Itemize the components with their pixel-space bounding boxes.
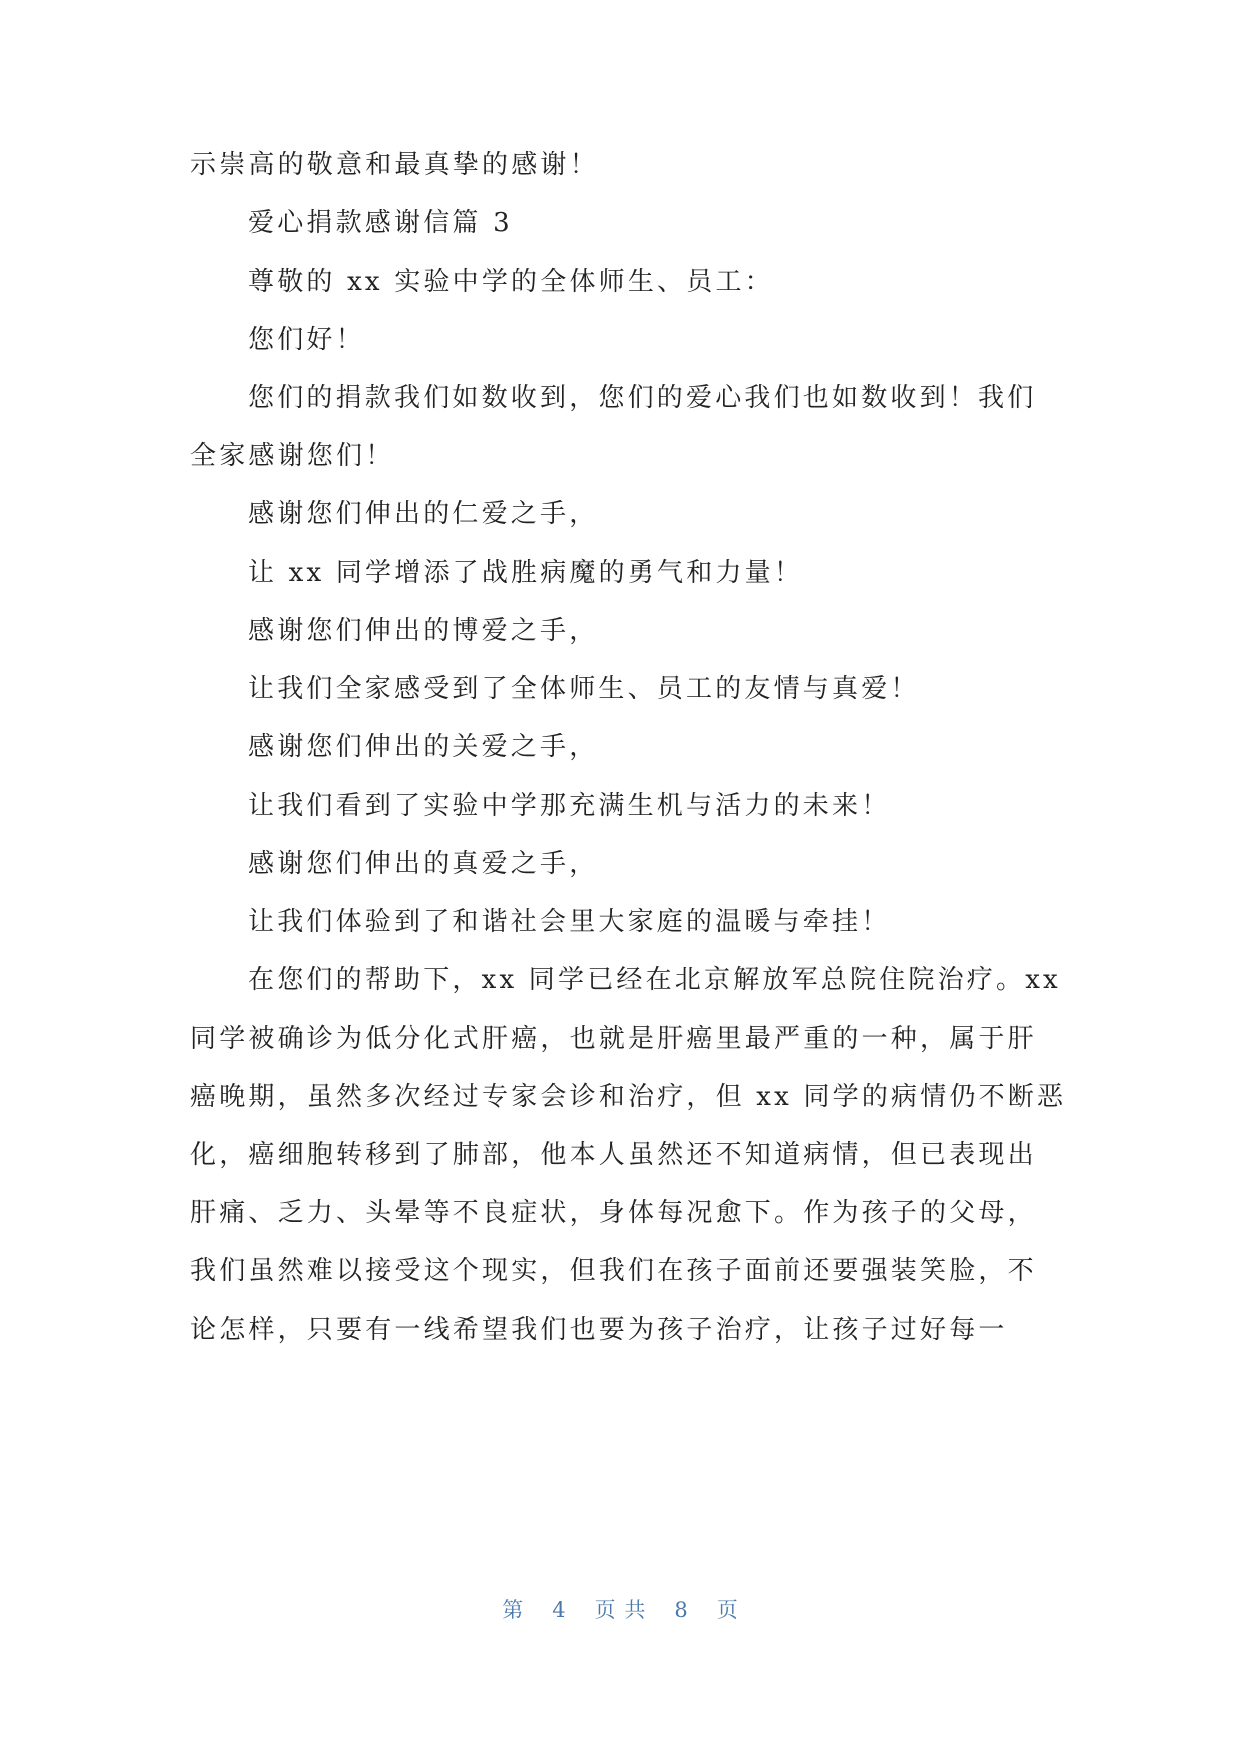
text-line: 感谢您们伸出的博爱之手， [248, 616, 599, 646]
text-line: 让我们体验到了和谐社会里大家庭的温暖与牵挂！ [248, 907, 891, 937]
text-line: 肝痛、乏力、头晕等不良症状，身体每况愈下。作为孩子的父母， [190, 1198, 1037, 1228]
page-number-footer [0, 1596, 1241, 1624]
footer-middle: 页 共 [594, 1598, 647, 1622]
text-line: 感谢您们伸出的仁爱之手， [248, 499, 599, 529]
text-line: 论怎样，只要有一线希望我们也要为孩子治疗，让孩子过好每一 [190, 1315, 1008, 1345]
section-heading: 爱心捐款感谢信篇 3 [248, 208, 513, 238]
text-line: 同学被确诊为低分化式肝癌，也就是肝癌里最严重的一种，属于肝 [190, 1024, 1037, 1054]
greeting: 您们好！ [248, 325, 365, 355]
text-line: 让我们全家感受到了全体师生、员工的友情与真爱！ [248, 674, 920, 704]
text-line: 示崇高的敬意和最真挚的感谢！ [190, 150, 599, 180]
text-line: 癌晚期，虽然多次经过专家会诊和治疗，但 xx 同学的病情仍不断恶 [190, 1082, 1067, 1112]
text-line: 让 xx 同学增添了战胜病魔的勇气和力量！ [248, 558, 804, 588]
text-line: 您们的捐款我们如数收到，您们的爱心我们也如数收到！我们 [248, 383, 1037, 413]
text-line: 全家感谢您们！ [190, 441, 395, 471]
footer-current-page: 4 [552, 1598, 567, 1622]
text-line: 我们虽然难以接受这个现实，但我们在孩子面前还要强装笑脸，不 [190, 1256, 1037, 1286]
text-line: 感谢您们伸出的真爱之手， [248, 849, 599, 879]
text-line: 感谢您们伸出的关爱之手， [248, 732, 599, 762]
footer-prefix: 第 [502, 1598, 525, 1622]
text-line: 化，癌细胞转移到了肺部，他本人虽然还不知道病情，但已表现出 [190, 1140, 1037, 1170]
salutation: 尊敬的 xx 实验中学的全体师生、员工： [248, 267, 774, 297]
text-line: 在您们的帮助下，xx 同学已经在北京解放军总院住院治疗。xx [248, 965, 1061, 995]
footer-total-pages: 8 [674, 1598, 689, 1622]
footer-suffix: 页 [716, 1598, 739, 1622]
text-line: 让我们看到了实验中学那充满生机与活力的未来！ [248, 791, 891, 821]
